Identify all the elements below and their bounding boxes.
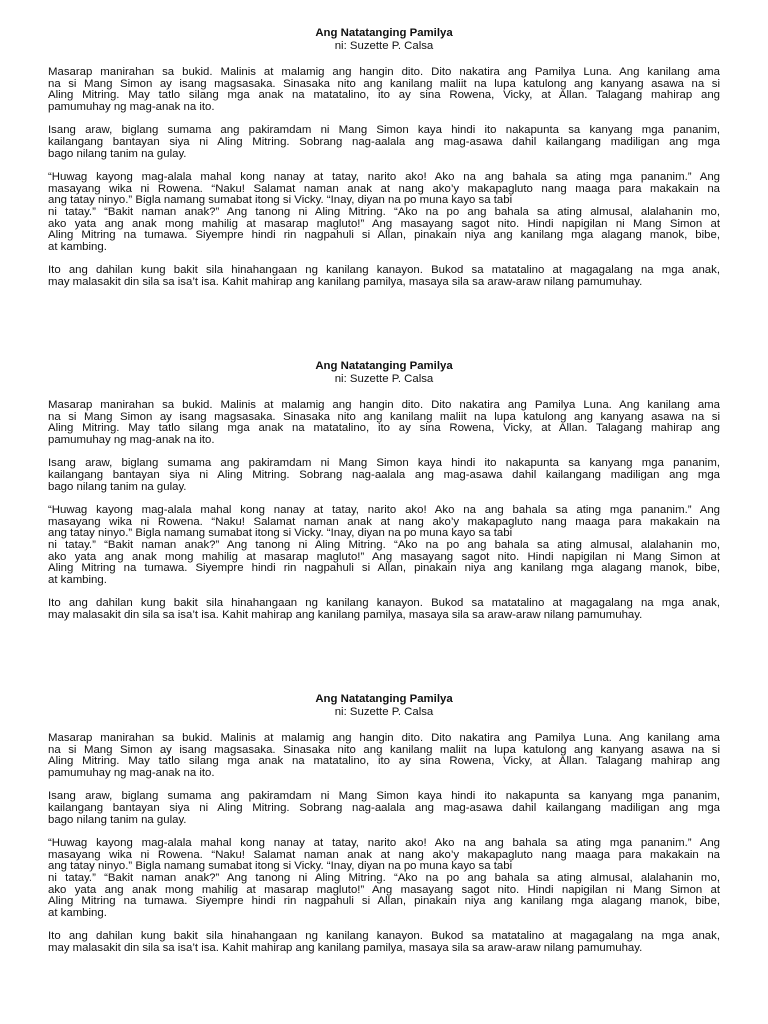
text-line: Ito ang dahilan kung bakit sila hinahangaan ng kanilang kanayon. Bukod sa matatalino at magagalang na mga anak, (48, 264, 720, 277)
text-line: ang tatay ninyo.” Bigla namang sumabat itong si Vicky. “Inay, diyan na po muna kayo sa tabi (48, 860, 513, 873)
story-block (48, 27, 720, 289)
text-line: Aling Mitring na tumawa. Siyempre hindi rin nagpahuli si Allan, pinakain niya ang kanilang mga alagang manok, bibe, (48, 895, 720, 908)
text-line: may malasakit din sila sa isa’t isa. Kahit mahirap ang kanilang pamilya, masaya sila sa araw-araw nilang pamumuhay. (48, 608, 643, 621)
paragraph (48, 400, 720, 446)
text-line: Aling Mitring na tumawa. Siyempre hindi rin nagpahuli si Allan, pinakain niya ang kanilang mga alagang manok, bibe, (48, 229, 720, 242)
text-line: kailangang bantayan siya ni Aling Mitring. Sobrang nag-aalala ang mag-asawa dahil kailangang madiligan ang mga (48, 801, 720, 814)
text-line: Ito ang dahilan kung bakit sila hinahangaan ng kanilang kanayon. Bukod sa matatalino at magagalang na mga anak, (48, 930, 720, 943)
text-line: may malasakit din sila sa isa’t isa. Kahit mahirap ang kanilang pamilya, masaya sila sa araw-araw nilang pamumuhay. (48, 941, 643, 954)
story-author: ni: Suzette P. Calsa (334, 706, 434, 718)
paragraph (48, 931, 720, 954)
story-block (48, 360, 720, 622)
text-line: Aling Mitring na tumawa. Siyempre hindi rin nagpahuli si Allan, pinakain niya ang kanilang mga alagang manok, bibe, (48, 562, 720, 575)
story-block (48, 693, 720, 955)
text-line: Aling Mitring. May tatlo silang mga anak na matatalino, ito ay sina Rowena, Vicky, at Allan. Talagang mahirap ang (48, 755, 720, 768)
text-line: kailangang bantayan siya ni Aling Mitring. Sobrang nag-aalala ang mag-asawa dahil kailangang madiligan ang mga (48, 135, 720, 148)
text-line: ako yata ang anak mong mahilig at masarap magluto!” Ang masayang sagot nito. Hindi napigilan ni Mang Simon at (48, 550, 720, 563)
text-line: na si Mang Simon ay isang magsasaka. Sinasaka nito ang kanilang maliit na lupa katulong ang kanyang asawa na si (48, 743, 720, 756)
paragraph (48, 458, 720, 493)
text-line: may malasakit din sila sa isa’t isa. Kahit mahirap ang kanilang pamilya, masaya sila sa araw-araw nilang pamumuhay. (48, 275, 643, 288)
text-line: Masarap manirahan sa bukid. Malinis at malamig ang hangin dito. Dito nakatira ang Pamilya Luna. Ang kanilang ama (48, 732, 720, 744)
story-author: ni: Suzette P. Calsa (334, 40, 434, 52)
text-line: “Huwag kayong mag-alala mahal kong nanay at tatay, narito ako! Ako na ang bahala sa ating mga pananim.” Ang (48, 171, 720, 184)
paragraph (48, 265, 720, 288)
story-title: Ang Natatanging Pamilya (315, 693, 453, 705)
paragraph (48, 172, 720, 253)
paragraph (48, 791, 720, 826)
paragraph (48, 838, 720, 919)
text-line: Ito ang dahilan kung bakit sila hinahangaan ng kanilang kanayon. Bukod sa matatalino at magagalang na mga anak, (48, 597, 720, 610)
text-line: masayang wika ni Rowena. “Naku! Salamat naman anak at nang ako’y makapagluto nang maaga para makakain na (48, 848, 720, 861)
story-title: Ang Natatanging Pamilya (315, 27, 453, 39)
text-line: ang tatay ninyo.” Bigla namang sumabat itong si Vicky. “Inay, diyan na po muna kayo sa tabi (48, 194, 513, 207)
text-line: Masarap manirahan sa bukid. Malinis at malamig ang hangin dito. Dito nakatira ang Pamilya Luna. Ang kanilang ama (48, 66, 720, 78)
text-line: kailangang bantayan siya ni Aling Mitring. Sobrang nag-aalala ang mag-asawa dahil kailangang madiligan ang mga (48, 468, 720, 481)
text-line: bago nilang tanim na gulay. (48, 480, 187, 493)
text-line: at kambing. (48, 240, 107, 253)
text-line: Isang araw, biglang sumama ang pakiramdam ni Mang Simon kaya hindi ito nakapunta sa kanyang mga pananim, (48, 124, 720, 137)
text-line: at kambing. (48, 906, 107, 919)
text-line: bago nilang tanim na gulay. (48, 147, 187, 160)
paragraph (48, 505, 720, 586)
text-line: ako yata ang anak mong mahilig at masarap magluto!” Ang masayang sagot nito. Hindi napigilan ni Mang Simon at (48, 883, 720, 896)
text-line: Isang araw, biglang sumama ang pakiramdam ni Mang Simon kaya hindi ito nakapunta sa kanyang mga pananim, (48, 457, 720, 470)
text-line: na si Mang Simon ay isang magsasaka. Sinasaka nito ang kanilang maliit na lupa katulong ang kanyang asawa na si (48, 77, 720, 90)
text-line: Isang araw, biglang sumama ang pakiramdam ni Mang Simon kaya hindi ito nakapunta sa kanyang mga pananim, (48, 790, 720, 803)
text-line: masayang wika ni Rowena. “Naku! Salamat naman anak at nang ako’y makapagluto nang maaga para makakain na (48, 182, 720, 195)
text-line: bago nilang tanim na gulay. (48, 813, 187, 826)
paragraph (48, 733, 720, 779)
text-line: Aling Mitring. May tatlo silang mga anak na matatalino, ito ay sina Rowena, Vicky, at Allan. Talagang mahirap ang (48, 89, 720, 102)
text-line: ni tatay.” “Bakit naman anak?” Ang tanong ni Aling Mitring. “Ako na po ang bahala sa ating almusal, alalahanin mo, (48, 538, 720, 551)
text-line: ni tatay.” “Bakit naman anak?” Ang tanong ni Aling Mitring. “Ako na po ang bahala sa ating almusal, alalahanin mo, (48, 205, 720, 218)
story-title: Ang Natatanging Pamilya (315, 360, 453, 372)
text-line: pamumuhay ng mag-anak na ito. (48, 433, 215, 446)
text-line: ang tatay ninyo.” Bigla namang sumabat itong si Vicky. “Inay, diyan na po muna kayo sa tabi (48, 527, 513, 540)
text-line: masayang wika ni Rowena. “Naku! Salamat naman anak at nang ako’y makapagluto nang maaga para makakain na (48, 515, 720, 528)
text-line: “Huwag kayong mag-alala mahal kong nanay at tatay, narito ako! Ako na ang bahala sa ating mga pananim.” Ang (48, 504, 720, 517)
text-line: na si Mang Simon ay isang magsasaka. Sinasaka nito ang kanilang maliit na lupa katulong ang kanyang asawa na si (48, 410, 720, 423)
paragraph (48, 598, 720, 621)
text-line: Aling Mitring. May tatlo silang mga anak na matatalino, ito ay sina Rowena, Vicky, at Allan. Talagang mahirap ang (48, 422, 720, 435)
paragraph (48, 125, 720, 160)
text-line: pamumuhay ng mag-anak na ito. (48, 766, 215, 779)
text-line: ako yata ang anak mong mahilig at masarap magluto!” Ang masayang sagot nito. Hindi napigilan ni Mang Simon at (48, 217, 720, 230)
paragraph (48, 67, 720, 113)
text-line: “Huwag kayong mag-alala mahal kong nanay at tatay, narito ako! Ako na ang bahala sa ating mga pananim.” Ang (48, 837, 720, 850)
text-line: ni tatay.” “Bakit naman anak?” Ang tanong ni Aling Mitring. “Ako na po ang bahala sa ating almusal, alalahanin mo, (48, 871, 720, 884)
text-line: Masarap manirahan sa bukid. Malinis at malamig ang hangin dito. Dito nakatira ang Pamilya Luna. Ang kanilang ama (48, 399, 720, 411)
text-line: pamumuhay ng mag-anak na ito. (48, 100, 215, 113)
story-author: ni: Suzette P. Calsa (334, 373, 434, 385)
text-line: at kambing. (48, 573, 107, 586)
